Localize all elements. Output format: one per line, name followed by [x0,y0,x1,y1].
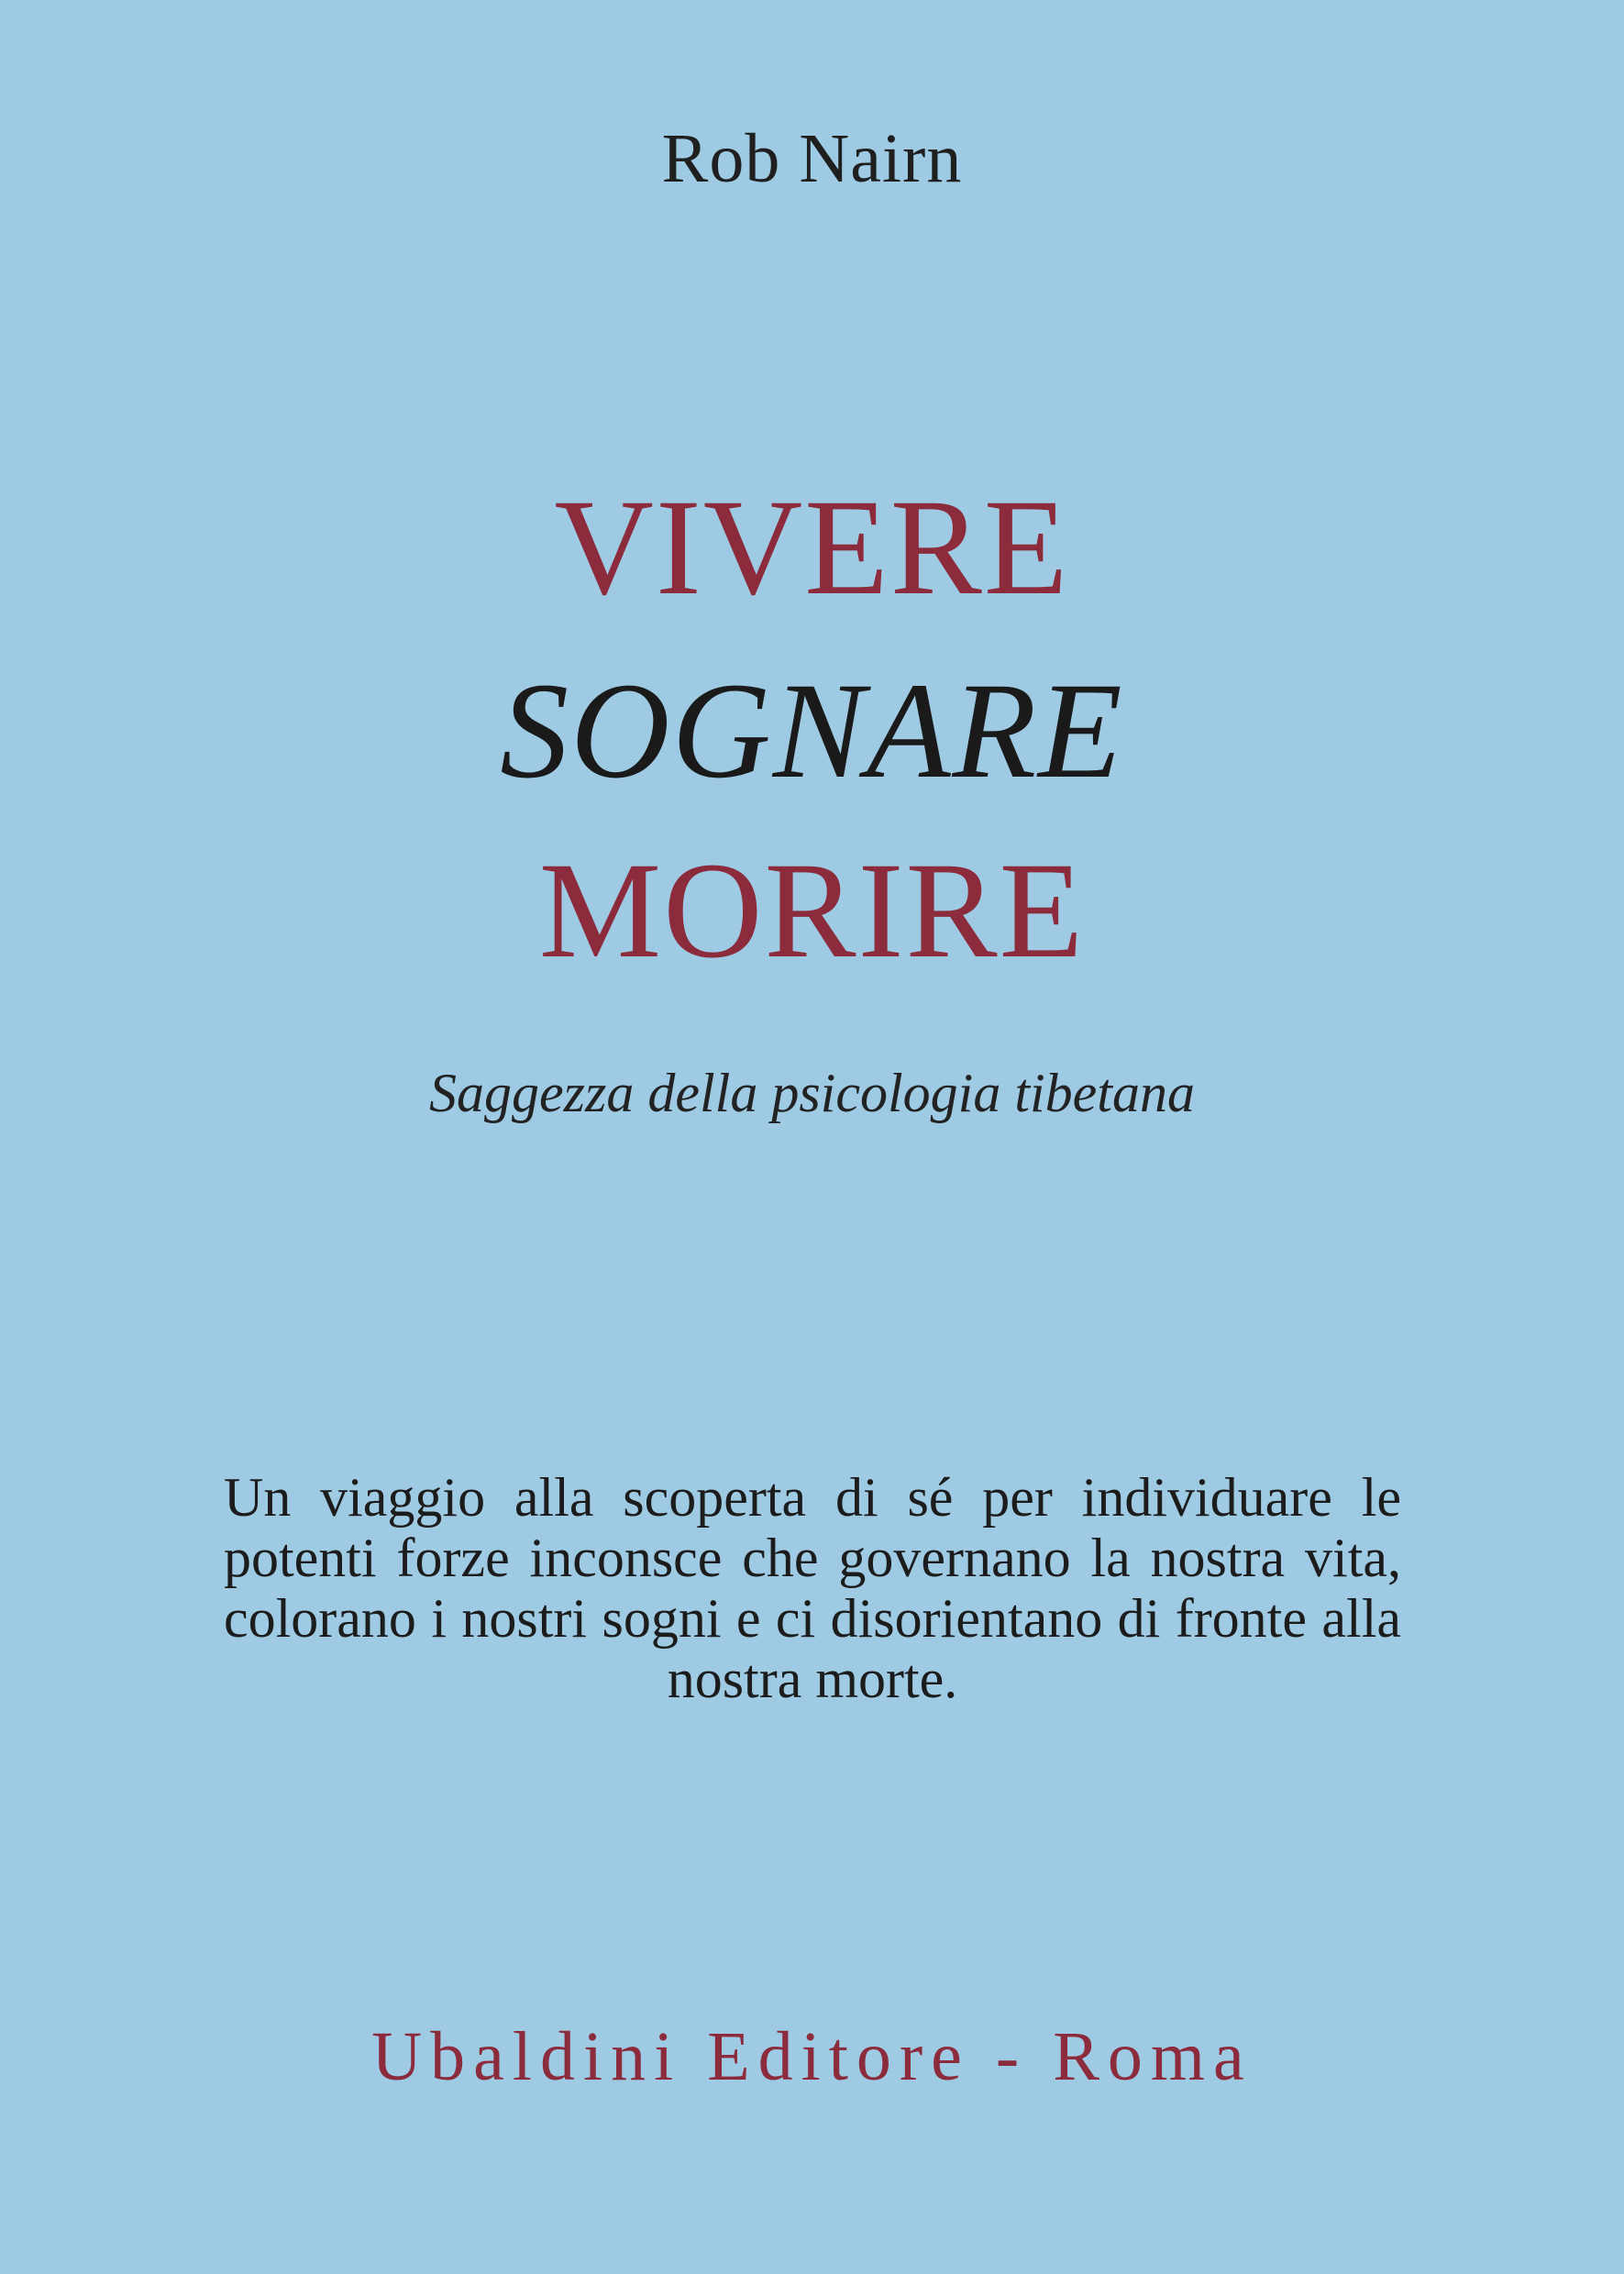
publisher-imprint: Ubaldini Editore - Roma [371,2018,1253,2095]
subtitle: Saggezza della psicologia tibetana [429,1063,1195,1123]
author-name: Rob Nairn [661,120,963,197]
title-line-sognare: SOGNARE [500,655,1124,807]
title-line-vivere: VIVERE [554,471,1070,624]
cover-blurb: Un viaggio alla scoperta di sé per individuare le potenti forze inconsce che governano la nostra vita, colorano i nostri sogni e ci disorientano di fronte alla nostra morte. [224,1467,1401,1709]
title-line-morire: MORIRE [538,834,1086,987]
